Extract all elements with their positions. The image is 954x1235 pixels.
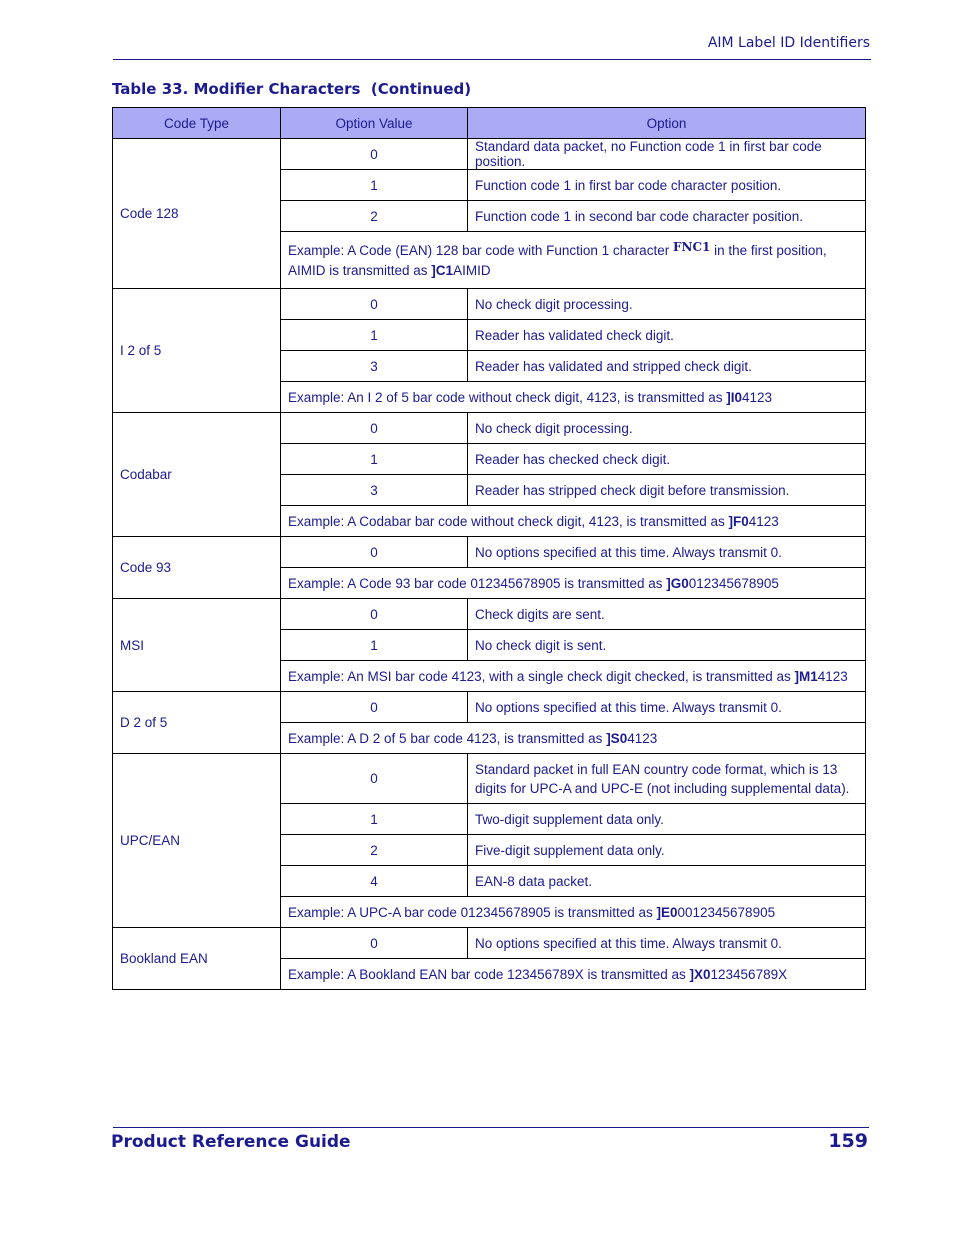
example-cell bbox=[281, 897, 866, 928]
option-value-cell: 1 bbox=[281, 320, 468, 351]
example-cell bbox=[281, 506, 866, 537]
option-cell: No options specified at this time. Always transmit 0. bbox=[468, 928, 866, 959]
table-header-row bbox=[113, 108, 866, 139]
code-type-cell: Code 128 bbox=[113, 139, 281, 289]
example-text: Example: A D 2 of 5 bar code 4123, is transmitted as bbox=[288, 730, 607, 746]
aim-id: ]F0 bbox=[728, 513, 749, 529]
option-cell: EAN-8 data packet. bbox=[468, 866, 866, 897]
option-cell: No check digit processing. bbox=[468, 413, 866, 444]
option-value-cell: 0 bbox=[281, 139, 468, 170]
modifier-characters-table bbox=[112, 107, 866, 990]
table-row bbox=[113, 139, 866, 170]
example-data: 123456789X bbox=[710, 966, 788, 982]
column-header-option-value: Option Value bbox=[281, 108, 468, 139]
option-cell: No check digit is sent. bbox=[468, 630, 866, 661]
option-value-cell: 0 bbox=[281, 537, 468, 568]
example-text: Example: A Codabar bar code without check digit, 4123, is transmitted as bbox=[288, 513, 729, 529]
option-value-cell: 2 bbox=[281, 201, 468, 232]
option-cell: Two-digit supplement data only. bbox=[468, 804, 866, 835]
option-cell: Reader has stripped check digit before transmission. bbox=[468, 475, 866, 506]
example-data: 0012345678905 bbox=[677, 904, 776, 920]
option-value-cell: 0 bbox=[281, 599, 468, 630]
example-data: 4123 bbox=[627, 730, 658, 746]
example-cell bbox=[281, 959, 866, 990]
example-text: Example: A Code 93 bar code 012345678905 is transmitted as bbox=[288, 575, 667, 591]
option-cell: Reader has validated and stripped check digit. bbox=[468, 351, 866, 382]
option-value-cell: 2 bbox=[281, 835, 468, 866]
code-type-cell: UPC/EAN bbox=[113, 754, 281, 928]
option-cell: Check digits are sent. bbox=[468, 599, 866, 630]
option-value-cell: 0 bbox=[281, 413, 468, 444]
example-cell bbox=[281, 232, 866, 289]
option-cell: No check digit processing. bbox=[468, 289, 866, 320]
aim-id: ]G0 bbox=[666, 575, 689, 591]
code-type-cell: Codabar bbox=[113, 413, 281, 537]
column-header-option: Option bbox=[468, 108, 866, 139]
example-data: 012345678905 bbox=[688, 575, 779, 591]
option-value-cell: 0 bbox=[281, 928, 468, 959]
code-type-cell: MSI bbox=[113, 599, 281, 692]
option-value-cell: 0 bbox=[281, 692, 468, 723]
example-text: Example: A Code (EAN) 128 bar code with Function 1 character bbox=[288, 242, 673, 258]
aim-id: ]S0 bbox=[606, 730, 628, 746]
option-cell: Standard data packet, no Function code 1 in first bar code position. bbox=[468, 139, 866, 170]
table-row bbox=[113, 754, 866, 804]
code-type-cell: Bookland EAN bbox=[113, 928, 281, 990]
option-cell: No options specified at this time. Always transmit 0. bbox=[468, 692, 866, 723]
option-value-cell: 3 bbox=[281, 351, 468, 382]
option-value-cell: 0 bbox=[281, 754, 468, 804]
example-data: 4123 bbox=[742, 389, 773, 405]
table-row bbox=[113, 537, 866, 568]
option-value-cell: 1 bbox=[281, 630, 468, 661]
example-text: Example: An I 2 of 5 bar code without check digit, 4123, is transmitted as bbox=[288, 389, 727, 405]
footer-rule bbox=[113, 1127, 869, 1128]
example-text: in the first position, AIMID is transmitted as bbox=[288, 242, 827, 278]
option-cell: Standard packet in full EAN country code format, which is 13 digits for UPC-A and UPC-E (not including supplemental data). bbox=[468, 754, 866, 804]
option-cell: No options specified at this time. Always transmit 0. bbox=[468, 537, 866, 568]
aim-id: ]M1 bbox=[794, 668, 818, 684]
example-cell bbox=[281, 568, 866, 599]
aim-id: ]C1 bbox=[431, 262, 454, 278]
column-header-code-type: Code Type bbox=[113, 108, 281, 139]
option-value-cell: 0 bbox=[281, 289, 468, 320]
example-text: Example: An MSI bar code 4123, with a single check digit checked, is transmitted as bbox=[288, 668, 795, 684]
table-row bbox=[113, 289, 866, 320]
table-caption: Table 33. Modifier Characters (Continued) bbox=[112, 80, 472, 98]
page-number: 159 bbox=[828, 1130, 868, 1152]
code-type-cell: I 2 of 5 bbox=[113, 289, 281, 413]
example-data: 4123 bbox=[748, 513, 779, 529]
code-type-cell: D 2 of 5 bbox=[113, 692, 281, 754]
example-cell bbox=[281, 723, 866, 754]
header-rule bbox=[113, 59, 871, 60]
option-value-cell: 1 bbox=[281, 170, 468, 201]
table-row bbox=[113, 692, 866, 723]
footer-guide-title: Product Reference Guide bbox=[111, 1132, 351, 1152]
option-value-cell: 3 bbox=[281, 475, 468, 506]
table-row bbox=[113, 413, 866, 444]
option-value-cell: 1 bbox=[281, 444, 468, 475]
option-cell: Function code 1 in first bar code character position. bbox=[468, 170, 866, 201]
option-cell: Five-digit supplement data only. bbox=[468, 835, 866, 866]
aim-id: ]I0 bbox=[726, 389, 743, 405]
option-cell: Reader has checked check digit. bbox=[468, 444, 866, 475]
example-data: AIMID bbox=[453, 262, 491, 278]
fnc1-character: FNC1 bbox=[672, 239, 711, 254]
example-data: 4123 bbox=[817, 668, 848, 684]
running-header-title: AIM Label ID Identifiers bbox=[707, 35, 870, 51]
option-value-cell: 1 bbox=[281, 804, 468, 835]
aim-id: ]E0 bbox=[656, 904, 678, 920]
example-cell bbox=[281, 661, 866, 692]
aim-id: ]X0 bbox=[689, 966, 711, 982]
option-cell: Function code 1 in second bar code character position. bbox=[468, 201, 866, 232]
table-row bbox=[113, 928, 866, 959]
example-cell bbox=[281, 382, 866, 413]
option-cell: Reader has validated check digit. bbox=[468, 320, 866, 351]
example-text: Example: A UPC-A bar code 012345678905 is transmitted as bbox=[288, 904, 657, 920]
example-text: Example: A Bookland EAN bar code 123456789X is transmitted as bbox=[288, 966, 690, 982]
option-value-cell: 4 bbox=[281, 866, 468, 897]
table-row bbox=[113, 599, 866, 630]
code-type-cell: Code 93 bbox=[113, 537, 281, 599]
